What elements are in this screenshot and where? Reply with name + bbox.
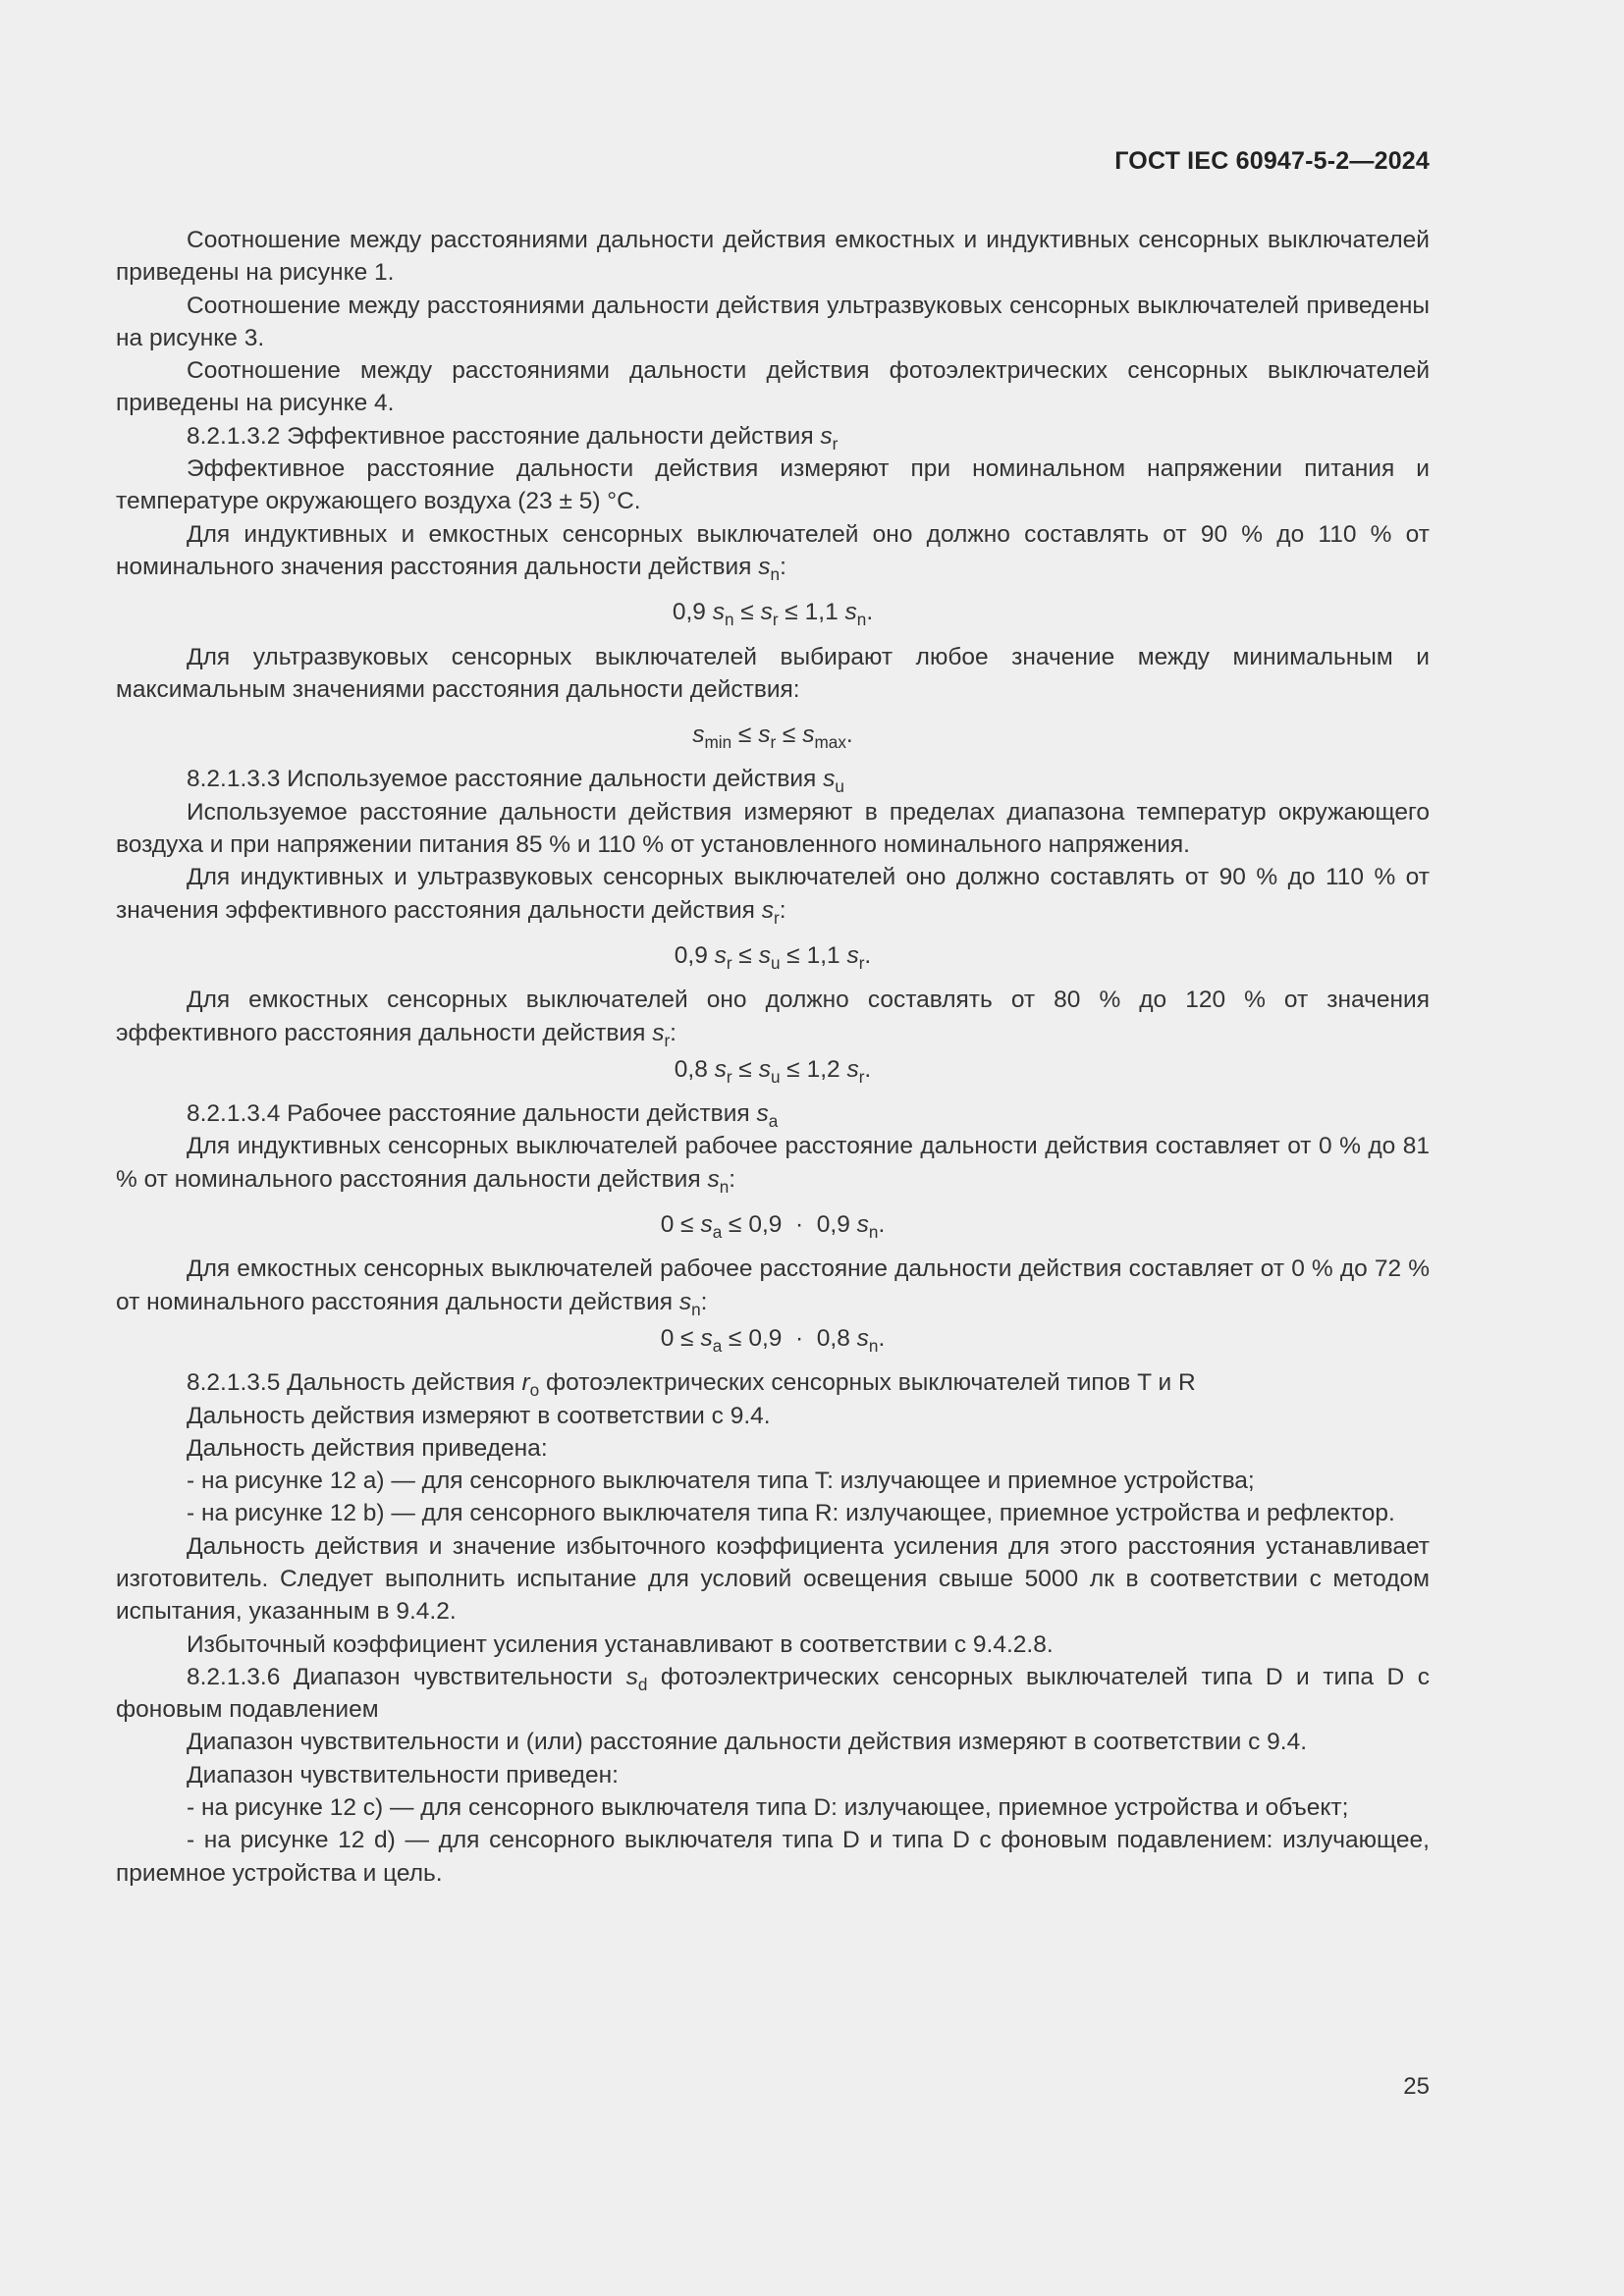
paragraph: Для индуктивных сенсорных выключателей рабочее расстояние дальности действия составляет от 0 % до 81 % от номинального расстояния дальности действия $s_n$: xyxy=(116,1133,1430,1197)
paragraph: Для индуктивных и ультразвуковых сенсорных выключателей оно должно составлять от 90 % до 110 % от значения эффективного расстояния дальности действия $s_r$: xyxy=(116,864,1430,928)
list-item: - на рисунке 12 b) — для сенсорного выключателя типа R: излучающее, приемное устройства и рефлектор. xyxy=(187,1500,1395,1527)
formula-6: $0 \le s_a \le 0,9 \cdot 0,8$ $s_n$. xyxy=(660,1324,886,1356)
paragraph: Для индуктивных и емкостных сенсорных выключателей оно должно составлять от 90 % до 110 % от номинального значения расстояния дальности действия $s_n$: xyxy=(116,520,1430,584)
section-heading-8-2-1-3-4: 8.2.1.3.4 Рабочее расстояние дальности действия $s_a$ xyxy=(187,1100,779,1132)
paragraph: Соотношение между расстояниями дальности действия ультразвуковых сенсорных выключателей приведены на рисунке 3. xyxy=(116,292,1430,351)
paragraph: Дальность действия и значение избыточного коэффициента усиления для этого расстояния устанавливает изготовитель. Следует выполнить испытание для условий освещения свыше 5000 лк в соответствии с методом испытания, указанным в 9.4.2. xyxy=(116,1532,1430,1626)
paragraph: Диапазон чувствительности и (или) расстояние дальности действия измеряют в соответствии с 9.4. xyxy=(187,1729,1308,1756)
paragraph: Дальность действия измеряют в соответствии с 9.4. xyxy=(187,1402,771,1429)
paragraph: Диапазон чувствительности приведен: xyxy=(187,1761,619,1789)
paragraph: Избыточный коэффициент усиления устанавливают в соответствии с 9.4.2.8. xyxy=(187,1630,1054,1658)
document-id: ГОСТ IEC 60947-5-2—2024 xyxy=(1114,147,1430,175)
paragraph: Соотношение между расстояниями дальности действия емкостных и индуктивных сенсорных выключателей приведены на рисунке 1. xyxy=(116,227,1430,287)
section-heading-8-2-1-3-3: 8.2.1.3.3 Используемое расстояние дальности действия $s_u$ xyxy=(187,766,844,797)
list-item: - на рисунке 12 a) — для сенсорного выключателя типа T: излучающее и приемное устройства; xyxy=(187,1468,1255,1495)
paragraph: Для ультразвуковых сенсорных выключателей выбирают любое значение между минимальным и максимальным значениями расстояния дальности действия: xyxy=(116,643,1430,703)
paragraph: Используемое расстояние дальности действия измеряют в пределах диапазона температур окружающего воздуха и при напряжении питания 85 % и 110 % от установленного номинального напряжения. xyxy=(116,798,1430,859)
formula-5: $0 \le s_a \le 0,9 \cdot 0,9$ $s_n$. xyxy=(660,1211,886,1243)
formula-1: 0,9 $s_n \le s_r \le 1,1$ $s_n$. xyxy=(672,599,874,630)
page-number: 25 xyxy=(1403,2073,1430,2100)
section-heading-8-2-1-3-6: 8.2.1.3.6 Диапазон чувствительности $s_d$ фотоэлектрических сенсорных выключателей типа D и типа D с фоновым подавлением xyxy=(116,1663,1430,1724)
formula-4: 0,8 $s_r \le s_u \le 1,2$ $s_r$. xyxy=(674,1055,872,1087)
paragraph: Для емкостных сенсорных выключателей рабочее расстояние дальности действия составляет от 0 % до 72 % от номинального расстояния дальности действия $s_n$: xyxy=(116,1255,1430,1319)
paragraph: Эффективное расстояние дальности действия измеряют при номинальном напряжении питания и температуре окружающего воздуха (23 ± 5) °C. xyxy=(116,455,1430,515)
section-heading-8-2-1-3-5: 8.2.1.3.5 Дальность действия $r_o$ фотоэлектрических сенсорных выключателей типов T и R xyxy=(187,1369,1196,1401)
list-item: - на рисунке 12 d) — для сенсорного выключателя типа D и типа D с фоновым подавлением: излучающее, приемное устройства и цель. xyxy=(116,1827,1430,1887)
formula-3: 0,9 $s_r \le s_u \le 1,1$ $s_r$. xyxy=(674,941,872,973)
section-heading-8-2-1-3-2: 8.2.1.3.2 Эффективное расстояние дальности действия $s_r$ xyxy=(187,422,839,454)
formula-2: $s_{min} \le s_r \le s_{max}$. xyxy=(692,721,853,753)
list-item: - на рисунке 12 c) — для сенсорного выключателя типа D: излучающее, приемное устройства и объект; xyxy=(187,1794,1349,1822)
page-body xyxy=(116,224,1430,1890)
paragraph: Дальность действия приведена: xyxy=(187,1434,548,1462)
paragraph: Соотношение между расстояниями дальности действия фотоэлектрических сенсорных выключателей приведены на рисунке 4. xyxy=(116,357,1430,417)
paragraph: Для емкостных сенсорных выключателей оно должно составлять от 80 % до 120 % от значения эффективного расстояния дальности действия $s_r$: xyxy=(116,987,1430,1050)
